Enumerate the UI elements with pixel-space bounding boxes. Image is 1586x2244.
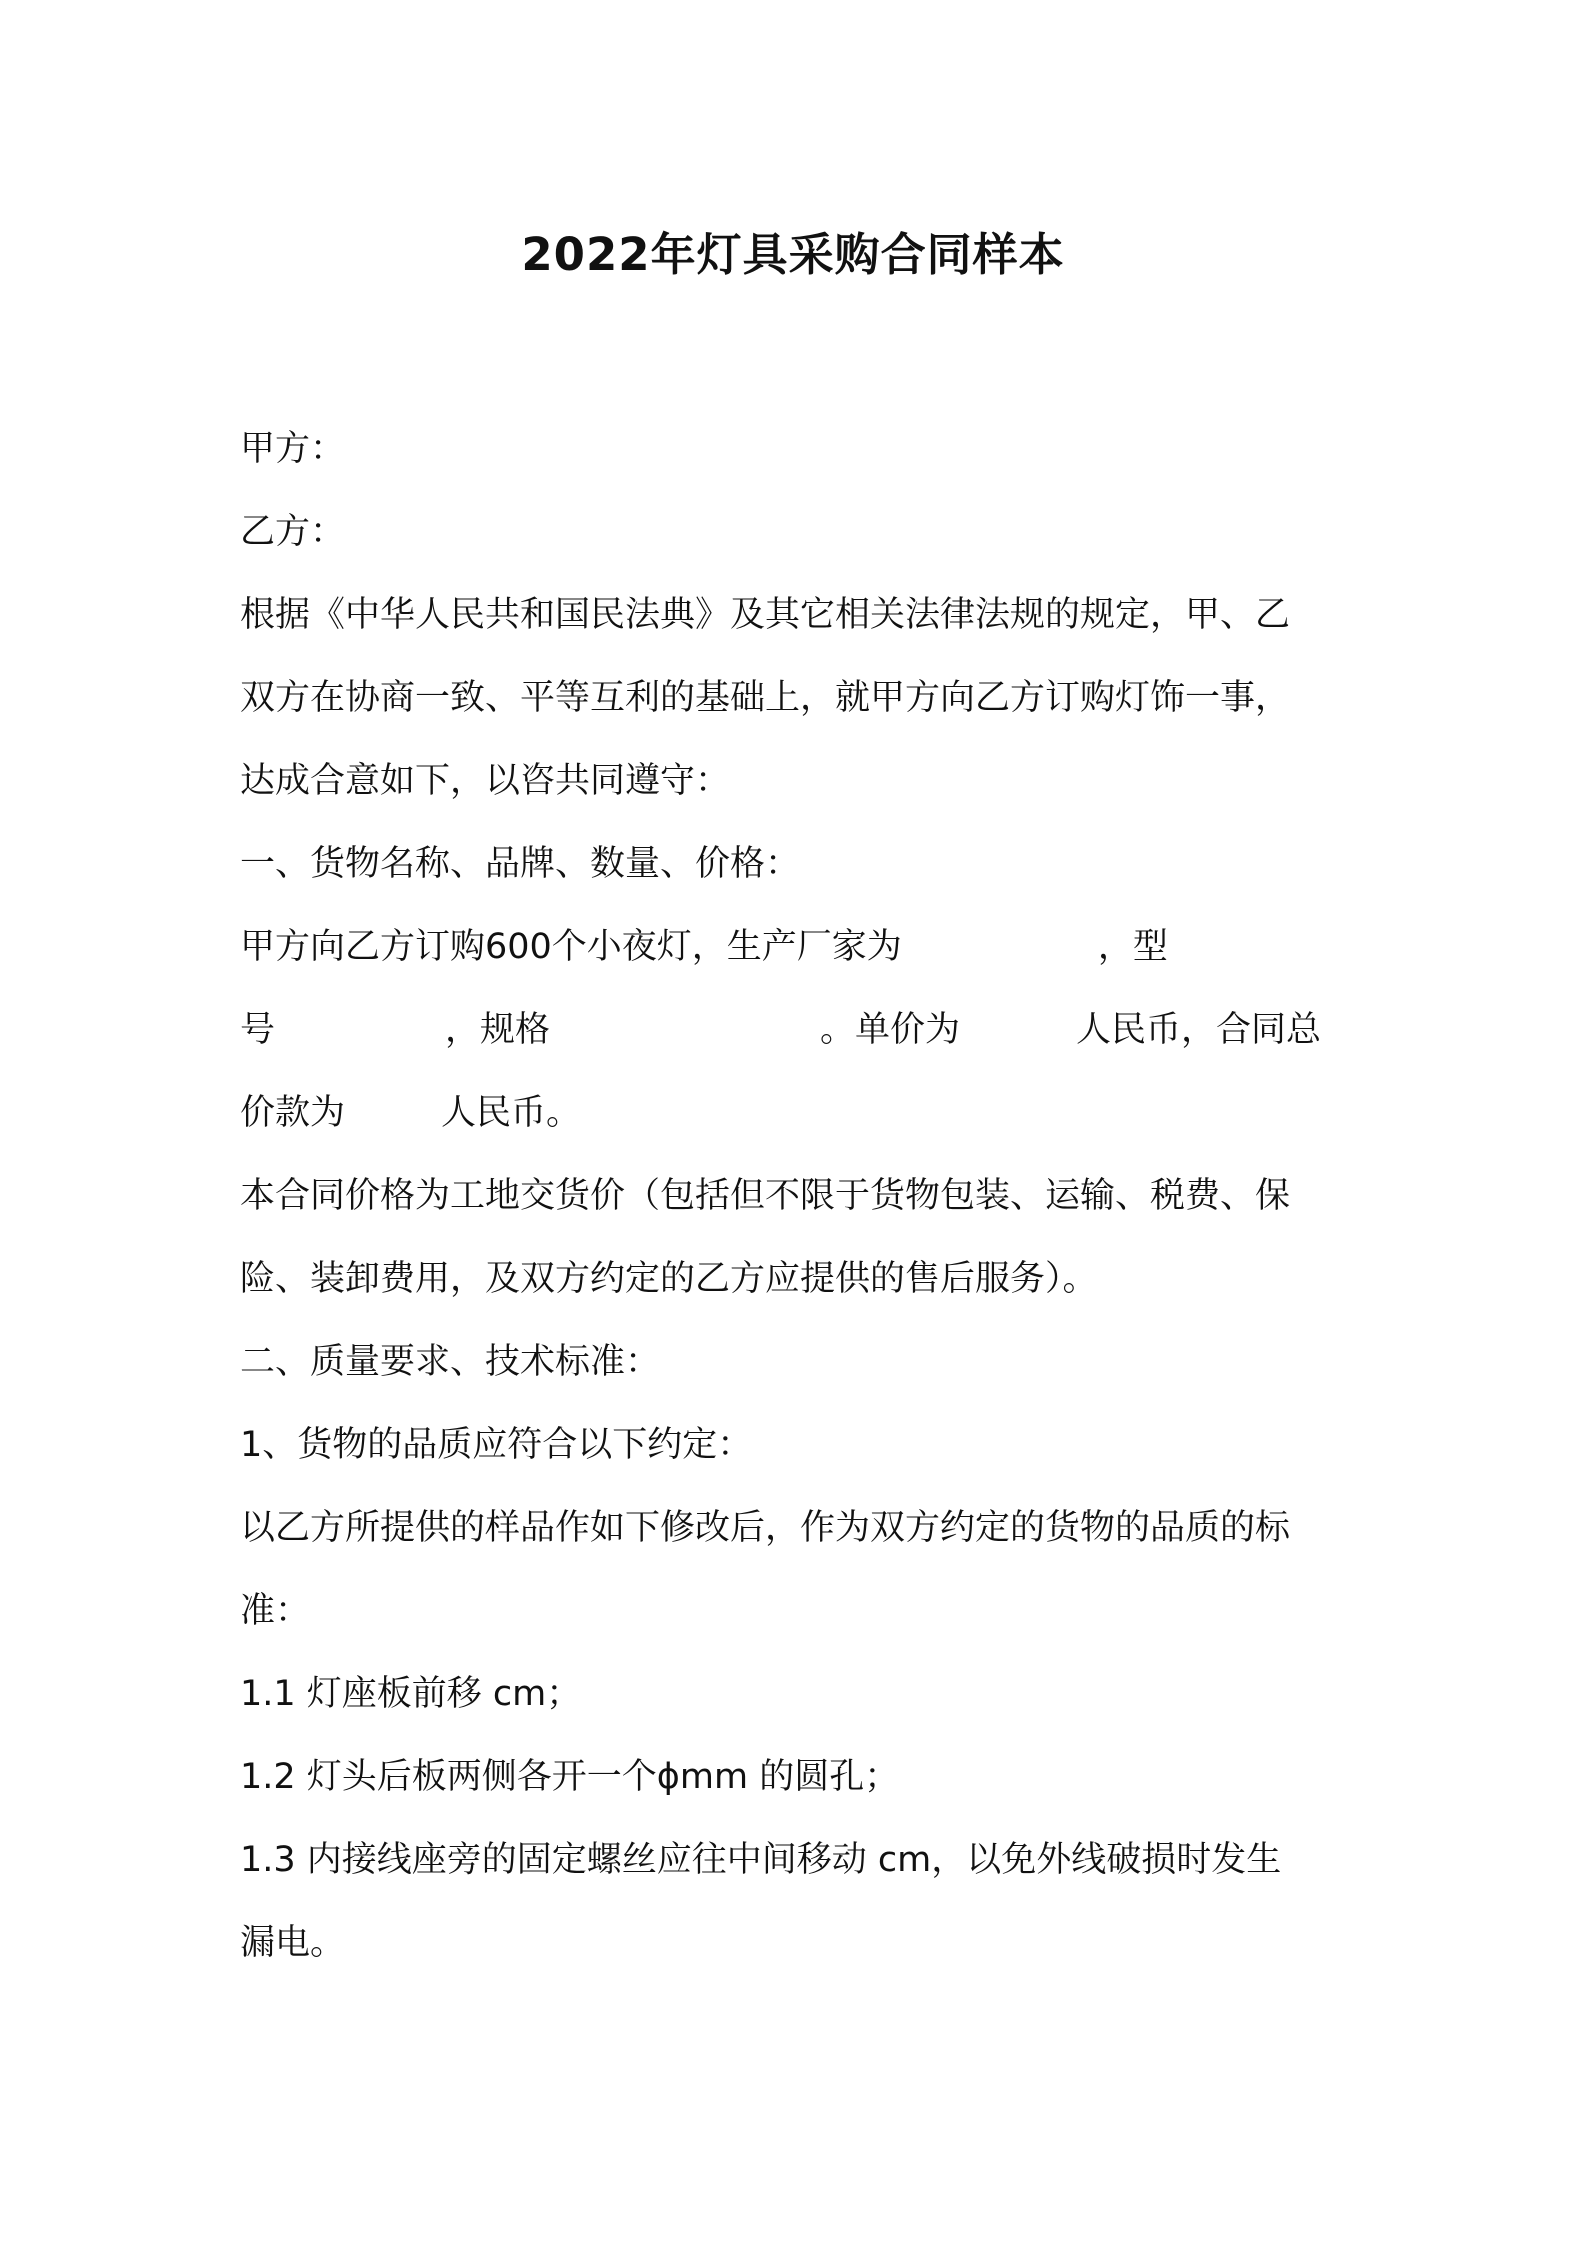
preamble-line: 根据《中华人民共和国民法典》及其它相关法律法规的规定，甲、乙 (240, 595, 1291, 635)
item1-text-line: 以乙方所提供的样品作如下修改后，作为双方约定的货物的品质的标 (240, 1508, 1291, 1548)
model-label: ，型 (1097, 927, 1168, 967)
party-b-line: 乙方： (240, 512, 346, 552)
item1-heading: 1、货物的品质应符合以下约定： (240, 1425, 753, 1465)
document-body (240, 408, 1360, 1985)
unit-price-label: 。单价为 (820, 1010, 961, 1050)
item-1-1: 1.1 灯座板前移 cm； (240, 1674, 582, 1714)
spec-label: ，规格 (445, 1010, 551, 1050)
item-1-2: 1.2 灯头后板两侧各开一个ϕmm 的圆孔； (240, 1757, 900, 1797)
page-title: 2022年灯具采购合同样本 (521, 228, 1065, 281)
price-note-line: 险、装卸费用，及双方约定的乙方应提供的售后服务）。 (240, 1259, 1098, 1299)
section1-heading: 一、货物名称、品牌、数量、价格： (240, 844, 801, 884)
party-a-line: 甲方： (240, 429, 346, 469)
currency-label: 人民币。 (441, 1093, 582, 1133)
section1-line-3 (240, 1072, 1360, 1155)
preamble-line: 达成合意如下，以咨共同遵守： (240, 761, 731, 801)
section1-line-1 (240, 906, 1360, 989)
total-label: 人民币，合同总 (1076, 1010, 1322, 1050)
price-note-line: 本合同价格为工地交货价（包括但不限于货物包装、运输、税费、保 (240, 1176, 1291, 1216)
preamble-line: 双方在协商一致、平等互利的基础上，就甲方向乙方订购灯饰一事， (240, 678, 1291, 718)
section2-heading: 二、质量要求、技术标准： (240, 1342, 661, 1382)
item-1-3-line: 漏电。 (240, 1923, 346, 1963)
order-text: 甲方向乙方订购600个小夜灯，生产厂家为 (240, 927, 902, 967)
total-price-label: 价款为 (240, 1093, 346, 1133)
model-label-cont: 号 (240, 1010, 276, 1050)
item-1-3-line: 1.3 内接线座旁的固定螺丝应往中间移动 cm，以免外线破损时发生 (240, 1840, 1282, 1880)
item1-text-line: 准： (240, 1591, 311, 1631)
section1-line-2 (240, 989, 1360, 1072)
